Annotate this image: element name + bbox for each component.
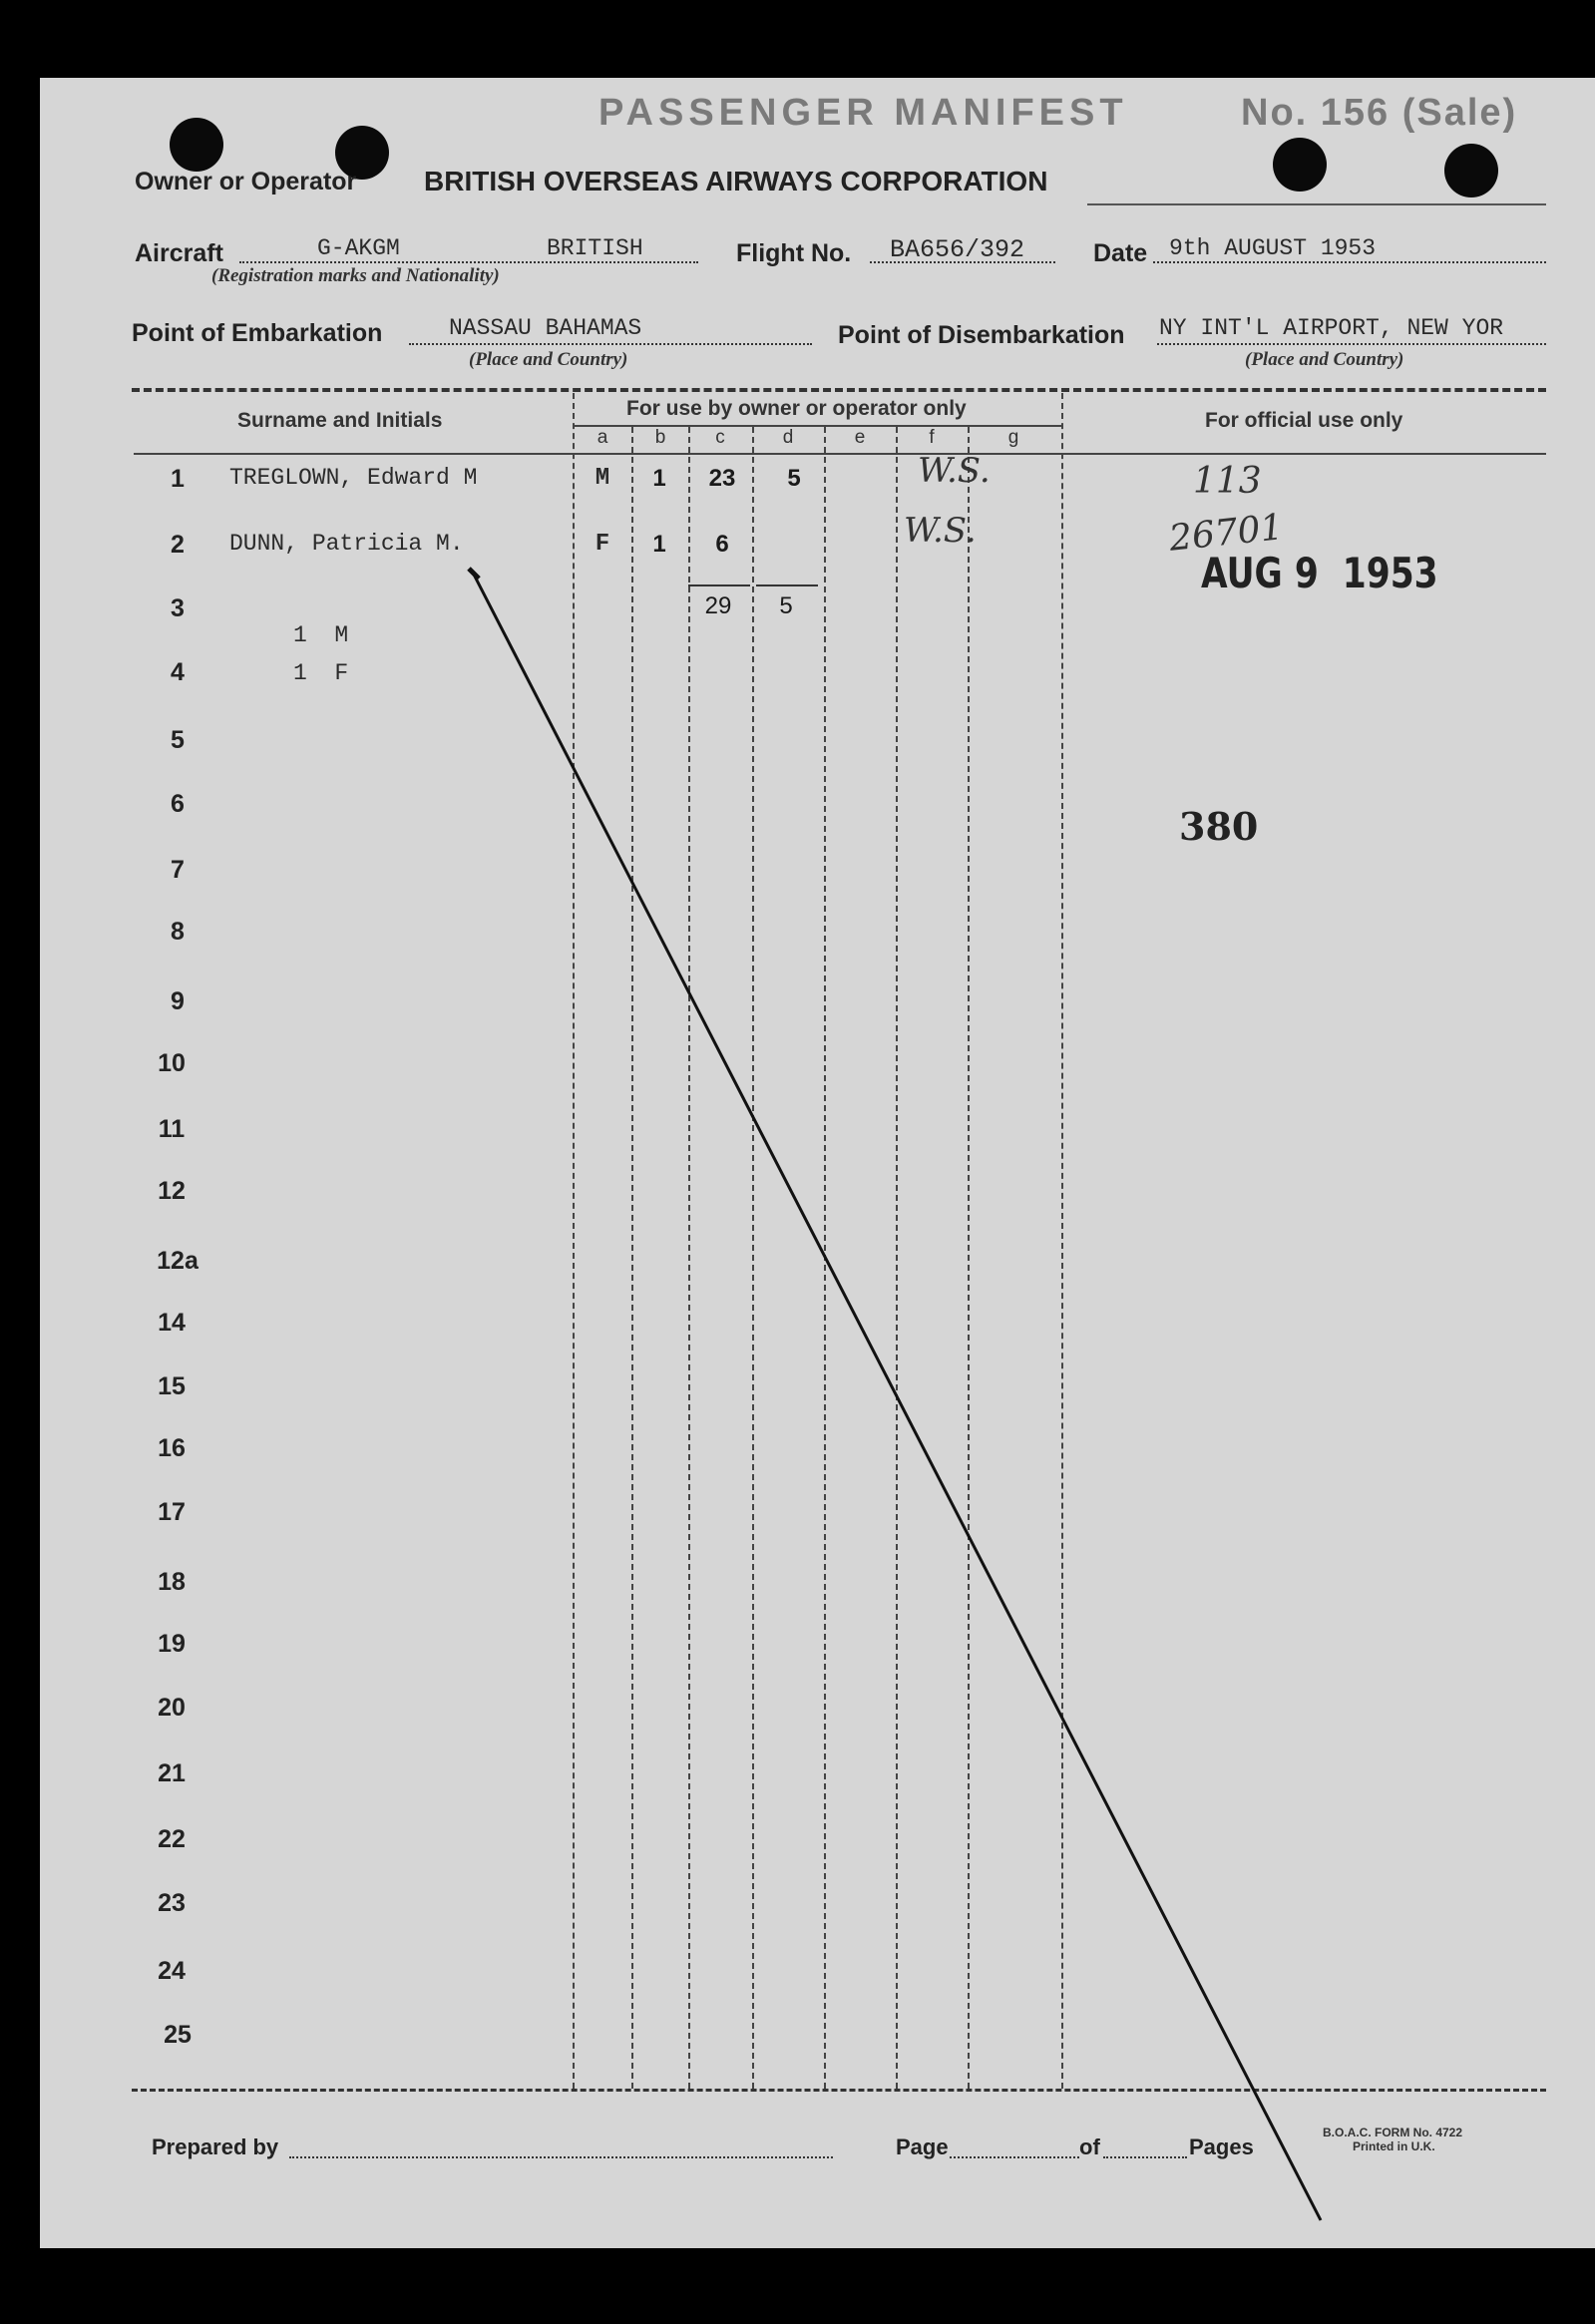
flight-number: BA656/392 (890, 235, 1025, 264)
passenger-name: DUNN, Patricia M. (229, 531, 464, 557)
page-label: Page (896, 2134, 949, 2159)
row-number: 21 (158, 1759, 186, 1787)
aircraft-registration: G-AKGM (317, 235, 400, 261)
row-number: 24 (158, 1957, 186, 1985)
disembarkation-value: NY INT'L AIRPORT, NEW YOR (1159, 315, 1504, 341)
passenger-value-c: 6 (715, 531, 729, 558)
official-use-header: For official use only (1205, 409, 1403, 432)
date-stamp: AUG 9 1953 (1201, 549, 1438, 597)
row-number: 6 (171, 790, 185, 818)
column-header-e: e (854, 427, 866, 448)
row-number: 16 (158, 1434, 186, 1462)
column-header-a: a (597, 427, 608, 448)
passenger-handwritten-f: W.S. (904, 511, 977, 551)
row-number: 4 (171, 658, 185, 686)
passenger-sex: F (595, 531, 610, 558)
row-number: 3 (171, 594, 185, 622)
passenger-sex: M (595, 465, 610, 492)
number-380: 380 (1179, 804, 1259, 849)
passenger-handwritten-f: W.S. (918, 451, 991, 491)
row-number: 1 (171, 465, 185, 493)
summary-female: 1 F (293, 660, 349, 686)
passenger-count: 1 (652, 531, 666, 558)
owner-value: BRITISH OVERSEAS AIRWAYS CORPORATION (424, 166, 1048, 196)
official-handwriting-2: 26701 (1167, 507, 1286, 560)
disembarkation-label: Point of Disembarkation (838, 321, 1125, 349)
column-header-c: c (715, 427, 725, 448)
page-line (950, 2156, 1079, 2158)
printed-in: Printed in U.K. (1353, 2139, 1435, 2153)
prepared-by-label: Prepared by (152, 2134, 279, 2159)
pages-label: Pages (1189, 2134, 1254, 2159)
column-header-g: g (1007, 427, 1019, 448)
disembarkation-note: (Place and Country) (1245, 349, 1404, 370)
date-value: 9th AUGUST 1953 (1169, 235, 1377, 261)
prepared-by-line (289, 2156, 833, 2158)
row-number: 15 (158, 1372, 186, 1400)
row-number: 14 (158, 1309, 186, 1337)
summary-male: 1 M (293, 622, 349, 648)
row-number: 12 (158, 1177, 186, 1205)
pages-line (1103, 2156, 1187, 2158)
total-c: 29 (704, 592, 732, 619)
row-number: 17 (158, 1498, 186, 1526)
row-number: 7 (171, 856, 185, 884)
row-number: 19 (158, 1630, 186, 1658)
owner-label: Owner or Operator (135, 168, 357, 195)
passenger-name: TREGLOWN, Edward M (229, 465, 478, 491)
row-number: 18 (158, 1568, 186, 1596)
row-number: 25 (164, 2021, 192, 2049)
owner-use-header: For use by owner or operator only (626, 397, 967, 420)
aircraft-nationality: BRITISH (547, 235, 643, 261)
embarkation-note: (Place and Country) (469, 349, 628, 370)
passenger-count: 1 (652, 465, 666, 492)
row-number: 23 (158, 1889, 186, 1917)
row-number: 12a (157, 1247, 199, 1275)
form-reference: B.O.A.C. FORM No. 4722 (1323, 2126, 1463, 2139)
row-number: 10 (158, 1049, 186, 1077)
official-handwriting-1: 113 (1193, 461, 1262, 502)
row-number: 20 (158, 1694, 186, 1722)
row-number: 5 (171, 726, 185, 754)
flight-label: Flight No. (736, 239, 852, 267)
row-number: 8 (171, 918, 185, 946)
of-label: of (1079, 2134, 1100, 2159)
embarkation-value: NASSAU BAHAMAS (449, 315, 642, 341)
form-number: No. 156 (Sale) (1241, 92, 1518, 134)
row-number: 22 (158, 1825, 186, 1853)
row-number: 9 (171, 987, 185, 1015)
column-header-d: d (782, 427, 794, 448)
embarkation-label: Point of Embarkation (132, 319, 383, 347)
date-label: Date (1093, 239, 1148, 267)
row-number: 2 (171, 531, 185, 559)
form-title: PASSENGER MANIFEST (598, 92, 1128, 134)
passenger-value-d: 5 (787, 465, 801, 492)
aircraft-label: Aircraft (135, 239, 223, 267)
column-header-b: b (654, 427, 666, 448)
column-header-f: f (929, 427, 935, 448)
total-d: 5 (779, 592, 793, 619)
row-number: 11 (158, 1115, 186, 1143)
surname-header: Surname and Initials (237, 409, 443, 432)
aircraft-note: (Registration marks and Nationality) (211, 265, 500, 286)
passenger-value-c: 23 (708, 465, 736, 492)
